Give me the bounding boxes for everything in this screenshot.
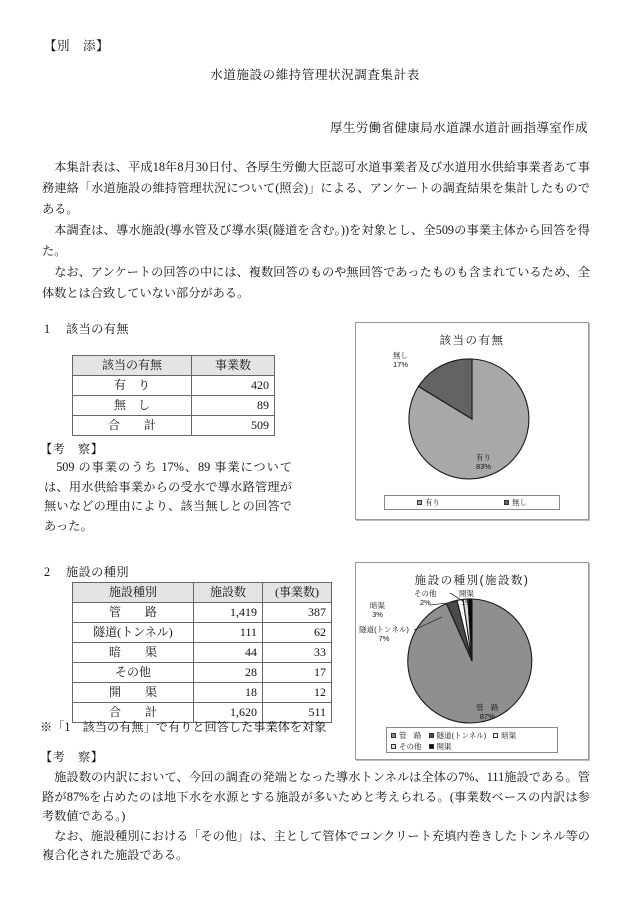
legend-item-ankyo	[493, 730, 516, 741]
row-label: 隧道(トンネル)	[73, 623, 194, 643]
intro-paragraph-2: 本調査は、導水施設(導水管及び導水渠(隧道を含む。))を対象とし、全509の事業主体から回答を得た。	[42, 223, 590, 258]
pie-label-sonota-name: その他	[414, 589, 437, 598]
pie-label-nashi-name: 無し	[393, 351, 408, 360]
pie-label-sonota	[414, 589, 437, 607]
legend-item-ari	[417, 497, 440, 508]
table-row	[73, 643, 332, 663]
pie-label-zuido-percent: 7%	[378, 634, 390, 643]
kosatsu-1-label: 【考 察】	[40, 442, 104, 456]
table-header-row	[73, 583, 332, 603]
row-businesses: 511	[263, 703, 332, 723]
row-facilities: 111	[194, 623, 263, 643]
table-row	[73, 376, 275, 396]
row-label: 合 計	[73, 703, 194, 723]
pie-label-kaikyo-percent: 1%	[461, 598, 472, 607]
row-label: 合 計	[73, 416, 192, 436]
legend-row-1	[391, 730, 553, 741]
legend-label: 有り	[425, 498, 440, 507]
section-2-title: 施設の種別	[66, 565, 129, 579]
pie-label-ari	[476, 453, 491, 471]
column-header-type: 施設種別	[73, 583, 194, 603]
legend-label: 開渠	[436, 742, 452, 751]
pie-label-nashi	[393, 351, 408, 369]
row-businesses: 387	[263, 603, 332, 623]
pie-label-kaikyo-name: 開渠	[459, 589, 474, 598]
intro-paragraph-3: なお、アンケートの回答の中には、複数回答のものや無回答であったものも含まれているため、全体数とは合致していない部分がある。	[42, 265, 590, 300]
chart-gaito-umu	[355, 322, 589, 520]
column-header-count: 事業数	[192, 356, 275, 376]
column-header-category: 該当の有無	[73, 356, 192, 376]
row-facilities: 44	[194, 643, 263, 663]
kosatsu-2-text-1: 施設数の内訳において、今回の調査の発端となった導水トンネルは全体の7%、111施設である。管路が87%を占めたのは地下水を水源とする施設が多いためと考えられる。(事業数ベースの内訳は参考数値である。)	[42, 770, 590, 823]
legend-swatch-icon	[417, 500, 422, 505]
legend-item-kaikyo	[429, 741, 452, 752]
row-businesses: 33	[263, 643, 332, 663]
pie-label-ankyo	[370, 601, 385, 619]
row-value: 509	[192, 416, 275, 436]
pie-label-ari-name: 有り	[476, 453, 491, 462]
legend-item-nashi	[504, 497, 527, 508]
legend-label: 暗渠	[501, 731, 517, 740]
kosatsu-2-body	[42, 768, 590, 866]
legend-item-sonota	[391, 741, 422, 752]
table-gaito-umu	[72, 355, 275, 436]
chart-2-legend	[386, 727, 558, 753]
legend-label: その他	[399, 742, 422, 751]
attachment-tag: 【別 添】	[44, 39, 110, 53]
chart-2-title: 施設の種別(施設数)	[414, 575, 530, 587]
legend-swatch-icon	[493, 733, 498, 738]
section-1-title: 該当の有無	[66, 322, 129, 336]
pie-label-zuido	[356, 625, 412, 643]
pie-label-zuido-name: 隧道(トンネル)	[359, 625, 409, 634]
row-label: 開 渠	[73, 683, 194, 703]
legend-swatch-icon	[429, 733, 434, 738]
table-row-total	[73, 416, 275, 436]
legend-item-kanro	[391, 730, 422, 741]
kosatsu-1-text: 509 の事業のうち 17%、89 事業については、用水供給事業からの受水で導水路管理が無いなどの理由により、該当無しとの回答であった。	[44, 460, 292, 533]
table-shisetsu-shubetsu	[72, 582, 332, 723]
kosatsu-2-label: 【考 察】	[40, 750, 104, 764]
document-author: 厚生労働省健康局水道課水道計画指導室作成	[329, 121, 588, 135]
table-row	[73, 663, 332, 683]
chart-1-legend	[384, 495, 560, 510]
pie-label-kanro-name: 管 路	[476, 703, 499, 712]
pie-label-kanro	[476, 703, 499, 721]
row-value: 420	[192, 376, 275, 396]
table-row	[73, 396, 275, 416]
pie-label-kanro-percent: 87%	[479, 712, 495, 721]
table-row	[73, 623, 332, 643]
row-label: 暗 渠	[73, 643, 194, 663]
page-title: 水道施設の維持管理状況調査集計表	[210, 68, 420, 82]
section-2-heading	[44, 563, 129, 580]
row-businesses: 12	[263, 683, 332, 703]
row-facilities: 28	[194, 663, 263, 683]
row-businesses: 17	[263, 663, 332, 683]
column-header-businesses: (事業数)	[263, 583, 332, 603]
kosatsu-2-text-2: なお、施設種別における「その他」は、主として管体でコンクリート充填内巻きしたトンネル等の複合化された施設である。	[42, 828, 590, 862]
row-facilities: 1,419	[194, 603, 263, 623]
kosatsu-1-body	[44, 458, 292, 536]
legend-label: 無し	[512, 498, 527, 507]
legend-label: 隧道(トンネル)	[436, 731, 487, 740]
table-row	[73, 683, 332, 703]
row-label: 管 路	[73, 603, 194, 623]
pie-label-kaikyo	[459, 589, 474, 607]
intro-paragraph-1: 本集計表は、平成18年8月30日付、各厚生労働大臣認可水道事業者及び水道用水供給事業者あて事務連絡「水道施設の維持管理状況について(照会)」による、アンケートの調査結果を集計したものである。	[42, 160, 590, 216]
legend-swatch-icon	[504, 500, 509, 505]
pie-label-ankyo-percent: 3%	[372, 610, 383, 619]
row-facilities: 1,620	[194, 703, 263, 723]
chart-1-title: 該当の有無	[439, 335, 505, 347]
row-label: その他	[73, 663, 194, 683]
row-businesses: 62	[263, 623, 332, 643]
section-1-number: 1	[44, 322, 51, 336]
legend-row-2	[391, 741, 553, 752]
chart-shisetsu-shubetsu	[355, 562, 589, 760]
row-label: 無 し	[73, 396, 192, 416]
row-label: 有 り	[73, 376, 192, 396]
table-header-row	[73, 356, 275, 376]
legend-label: 管 路	[399, 731, 422, 740]
pie-label-ankyo-name: 暗渠	[370, 601, 385, 610]
row-facilities: 18	[194, 683, 263, 703]
legend-item-zuido	[429, 730, 487, 741]
section-2-note: ※「1 該当の有無」で有りと回答した事業体を対象	[40, 720, 327, 734]
pie-label-nashi-percent: 17%	[393, 360, 409, 369]
pie-label-ari-percent: 83%	[476, 462, 492, 471]
legend-swatch-icon	[391, 733, 396, 738]
section-2-number: 2	[44, 565, 51, 579]
table-row	[73, 603, 332, 623]
section-1-heading	[44, 320, 129, 337]
intro-paragraphs	[42, 157, 590, 304]
column-header-facilities: 施設数	[194, 583, 263, 603]
legend-swatch-icon	[391, 744, 396, 749]
row-value: 89	[192, 396, 275, 416]
legend-swatch-icon	[429, 744, 434, 749]
pie-label-sonota-percent: 2%	[419, 598, 431, 607]
